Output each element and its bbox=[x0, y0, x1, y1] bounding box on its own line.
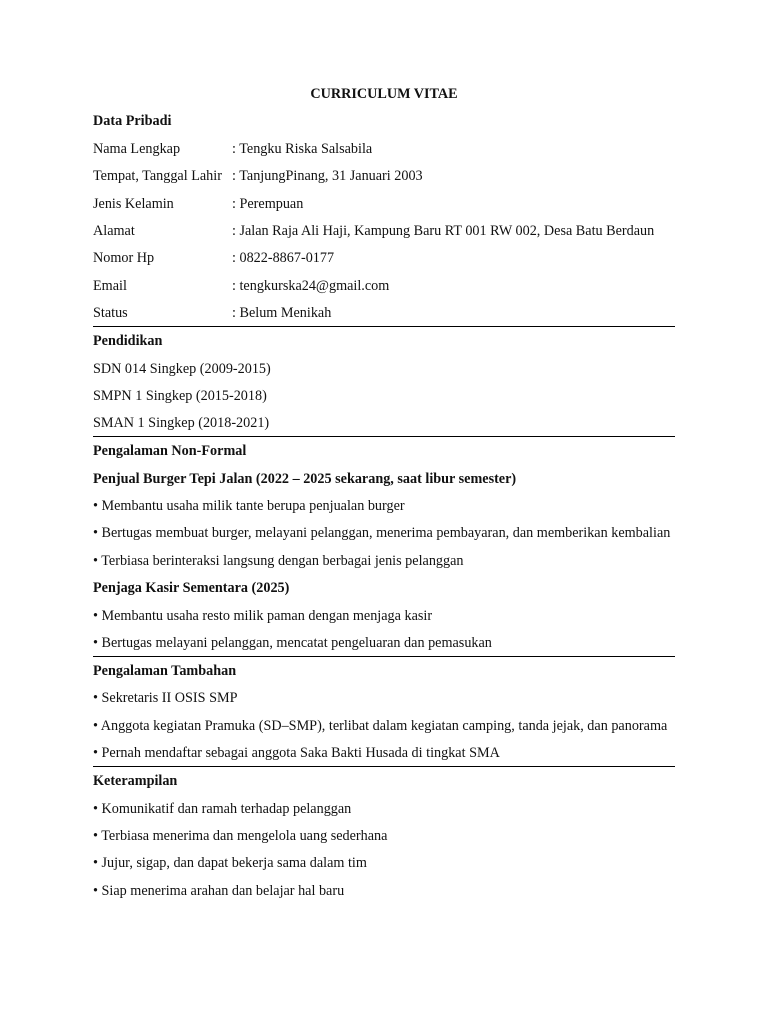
job-title: Penjual Burger Tepi Jalan (2022 – 2025 sekarang, saat libur semester) bbox=[93, 470, 517, 487]
field-value: : Jalan Raja Ali Haji, Kampung Baru RT 001 RW 002, Desa Batu Berdaun bbox=[232, 222, 655, 239]
job-bullet: • Bertugas melayani pelanggan, mencatat pengeluaran dan pemasukan bbox=[93, 635, 675, 657]
job-bullet: • Membantu usaha resto milik paman dengan menjaga kasir bbox=[93, 607, 433, 624]
skill-item: • Siap menerima arahan dan belajar hal baru bbox=[93, 882, 345, 899]
field-label: Nomor Hp bbox=[93, 250, 155, 267]
field-value: : Perempuan bbox=[232, 195, 304, 212]
field-value: : Tengku Riska Salsabila bbox=[232, 140, 373, 157]
skill-item: • Terbiasa menerima dan mengelola uang sederhana bbox=[93, 827, 388, 844]
skill-item: • Jujur, sigap, dan dapat bekerja sama dalam tim bbox=[93, 855, 367, 872]
education-item: SMPN 1 Singkep (2015-2018) bbox=[93, 387, 267, 404]
field-gender bbox=[93, 196, 675, 223]
job-title: Penjaga Kasir Sementara (2025) bbox=[93, 580, 290, 597]
field-label: Jenis Kelamin bbox=[93, 195, 174, 212]
skill-item: • Komunikatif dan ramah terhadap pelanggan bbox=[93, 800, 352, 817]
field-value: : TanjungPinang, 31 Januari 2003 bbox=[232, 168, 423, 185]
education-item: SDN 014 Singkep (2009-2015) bbox=[93, 360, 271, 377]
field-label: Status bbox=[93, 305, 128, 322]
additional-item: • Sekretaris II OSIS SMP bbox=[93, 690, 238, 707]
additional-item: • Anggota kegiatan Pramuka (SD–SMP), terlibat dalam kegiatan camping, tanda jejak, dan panorama bbox=[93, 717, 668, 734]
job-bullet: • Terbiasa berinteraksi langsung dengan berbagai jenis pelanggan bbox=[93, 552, 464, 569]
field-status bbox=[93, 305, 675, 327]
field-value: : tengkurska24@gmail.com bbox=[232, 277, 390, 294]
field-value: : 0822-8867-0177 bbox=[232, 250, 335, 267]
field-label: Email bbox=[93, 277, 127, 294]
field-birth bbox=[93, 168, 675, 195]
field-label: Nama Lengkap bbox=[93, 140, 181, 157]
education-item: SMAN 1 Singkep (2018-2021) bbox=[93, 415, 675, 437]
cv-content bbox=[93, 86, 675, 910]
additional-heading: Pengalaman Tambahan bbox=[93, 663, 237, 680]
education-heading: Pendidikan bbox=[93, 333, 163, 350]
nonformal-heading: Pengalaman Non-Formal bbox=[93, 443, 247, 460]
personal-heading: Data Pribadi bbox=[93, 113, 172, 130]
field-email bbox=[93, 278, 675, 305]
field-label: Tempat, Tanggal Lahir bbox=[93, 168, 222, 185]
page-title: CURRICULUM VITAE bbox=[310, 86, 458, 102]
field-address bbox=[93, 223, 675, 250]
job-bullet: • Membantu usaha milik tante berupa penjualan burger bbox=[93, 498, 405, 515]
additional-item: • Pernah mendaftar sebagai anggota Saka Bakti Husada di tingkat SMA bbox=[93, 745, 675, 767]
field-value: : Belum Menikah bbox=[232, 305, 332, 322]
field-label: Alamat bbox=[93, 222, 135, 239]
field-full-name bbox=[93, 141, 675, 168]
job-bullet: • Bertugas membuat burger, melayani pelanggan, menerima pembayaran, dan memberikan kembalian bbox=[93, 525, 671, 542]
skills-heading: Keterampilan bbox=[93, 773, 178, 790]
field-phone bbox=[93, 250, 675, 277]
